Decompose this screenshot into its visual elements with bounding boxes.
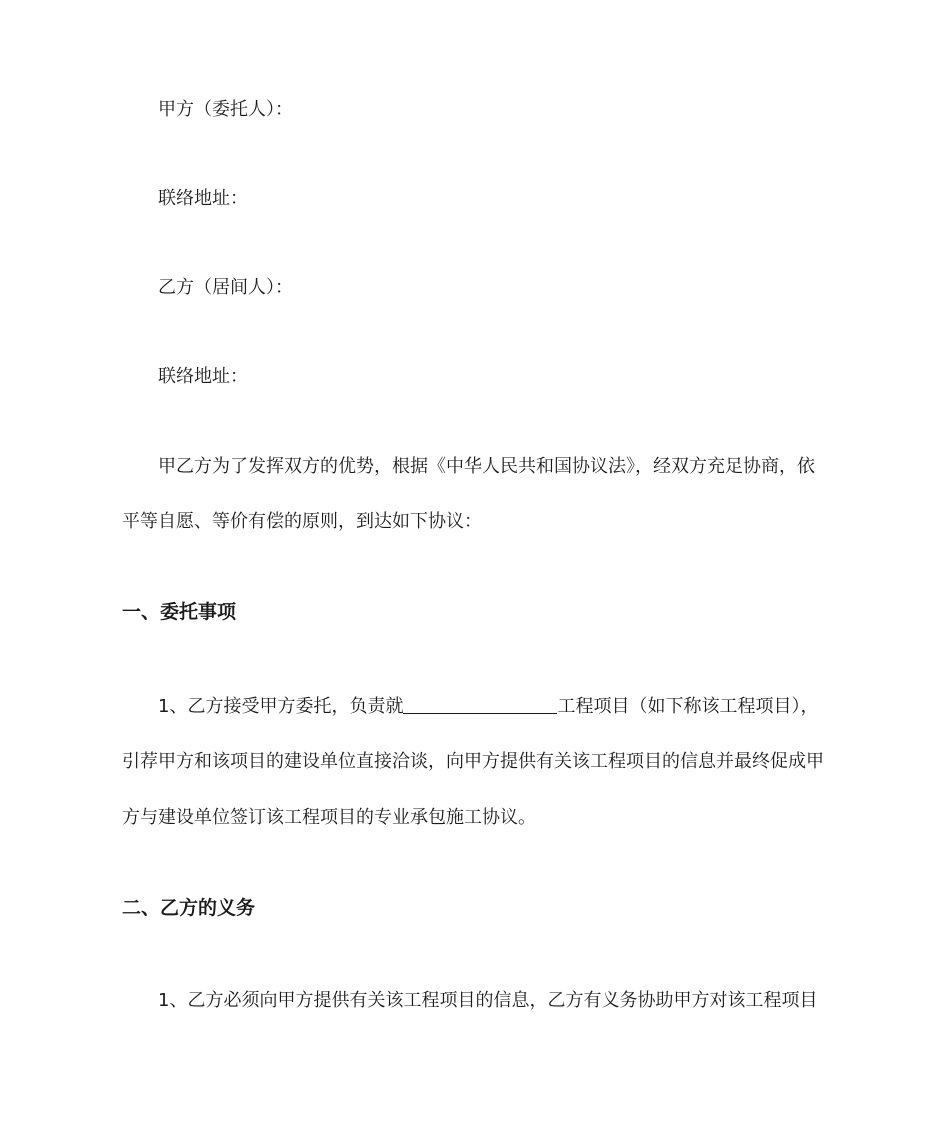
project-name-blank [403,695,557,714]
party-a-label: 甲方（委托人）： [158,99,293,120]
intro-paragraph-line-2: 平等自愿、等价有偿的原则，到达如下协议： [122,511,482,532]
section-1-heading: 一、委托事项 [122,601,237,623]
section-1-clause-1-line-2: 引荐甲方和该项目的建设单位直接洽谈，向甲方提供有关该工程项目的信息并最终促成甲 [122,751,824,772]
section-2-heading: 二、乙方的义务 [122,897,256,919]
section-2-clause-1-line-1: 1、乙方必须向甲方提供有关该工程项目的信息，乙方有义务协助甲方对该工程项目 [158,990,818,1011]
intro-paragraph-line-1: 甲乙方为了发挥双方的优势，根据《中华人民共和国协议法》，经双方充足协商，依 [158,456,815,477]
party-b-label: 乙方（居间人）： [158,277,293,298]
section-1-clause-1-line-1 [158,695,832,718]
clause-1-text-before-blank: 1、乙方接受甲方委托，负责就 [158,696,404,717]
section-1-clause-1-line-3: 方与建设单位签订该工程项目的专业承包施工协议。 [122,807,536,828]
party-a-address-label: 联络地址： [158,188,248,209]
clause-1-text-after-blank: 工程项目（如下称该工程项目）， [557,696,819,717]
party-b-address-label: 联络地址： [158,366,248,387]
